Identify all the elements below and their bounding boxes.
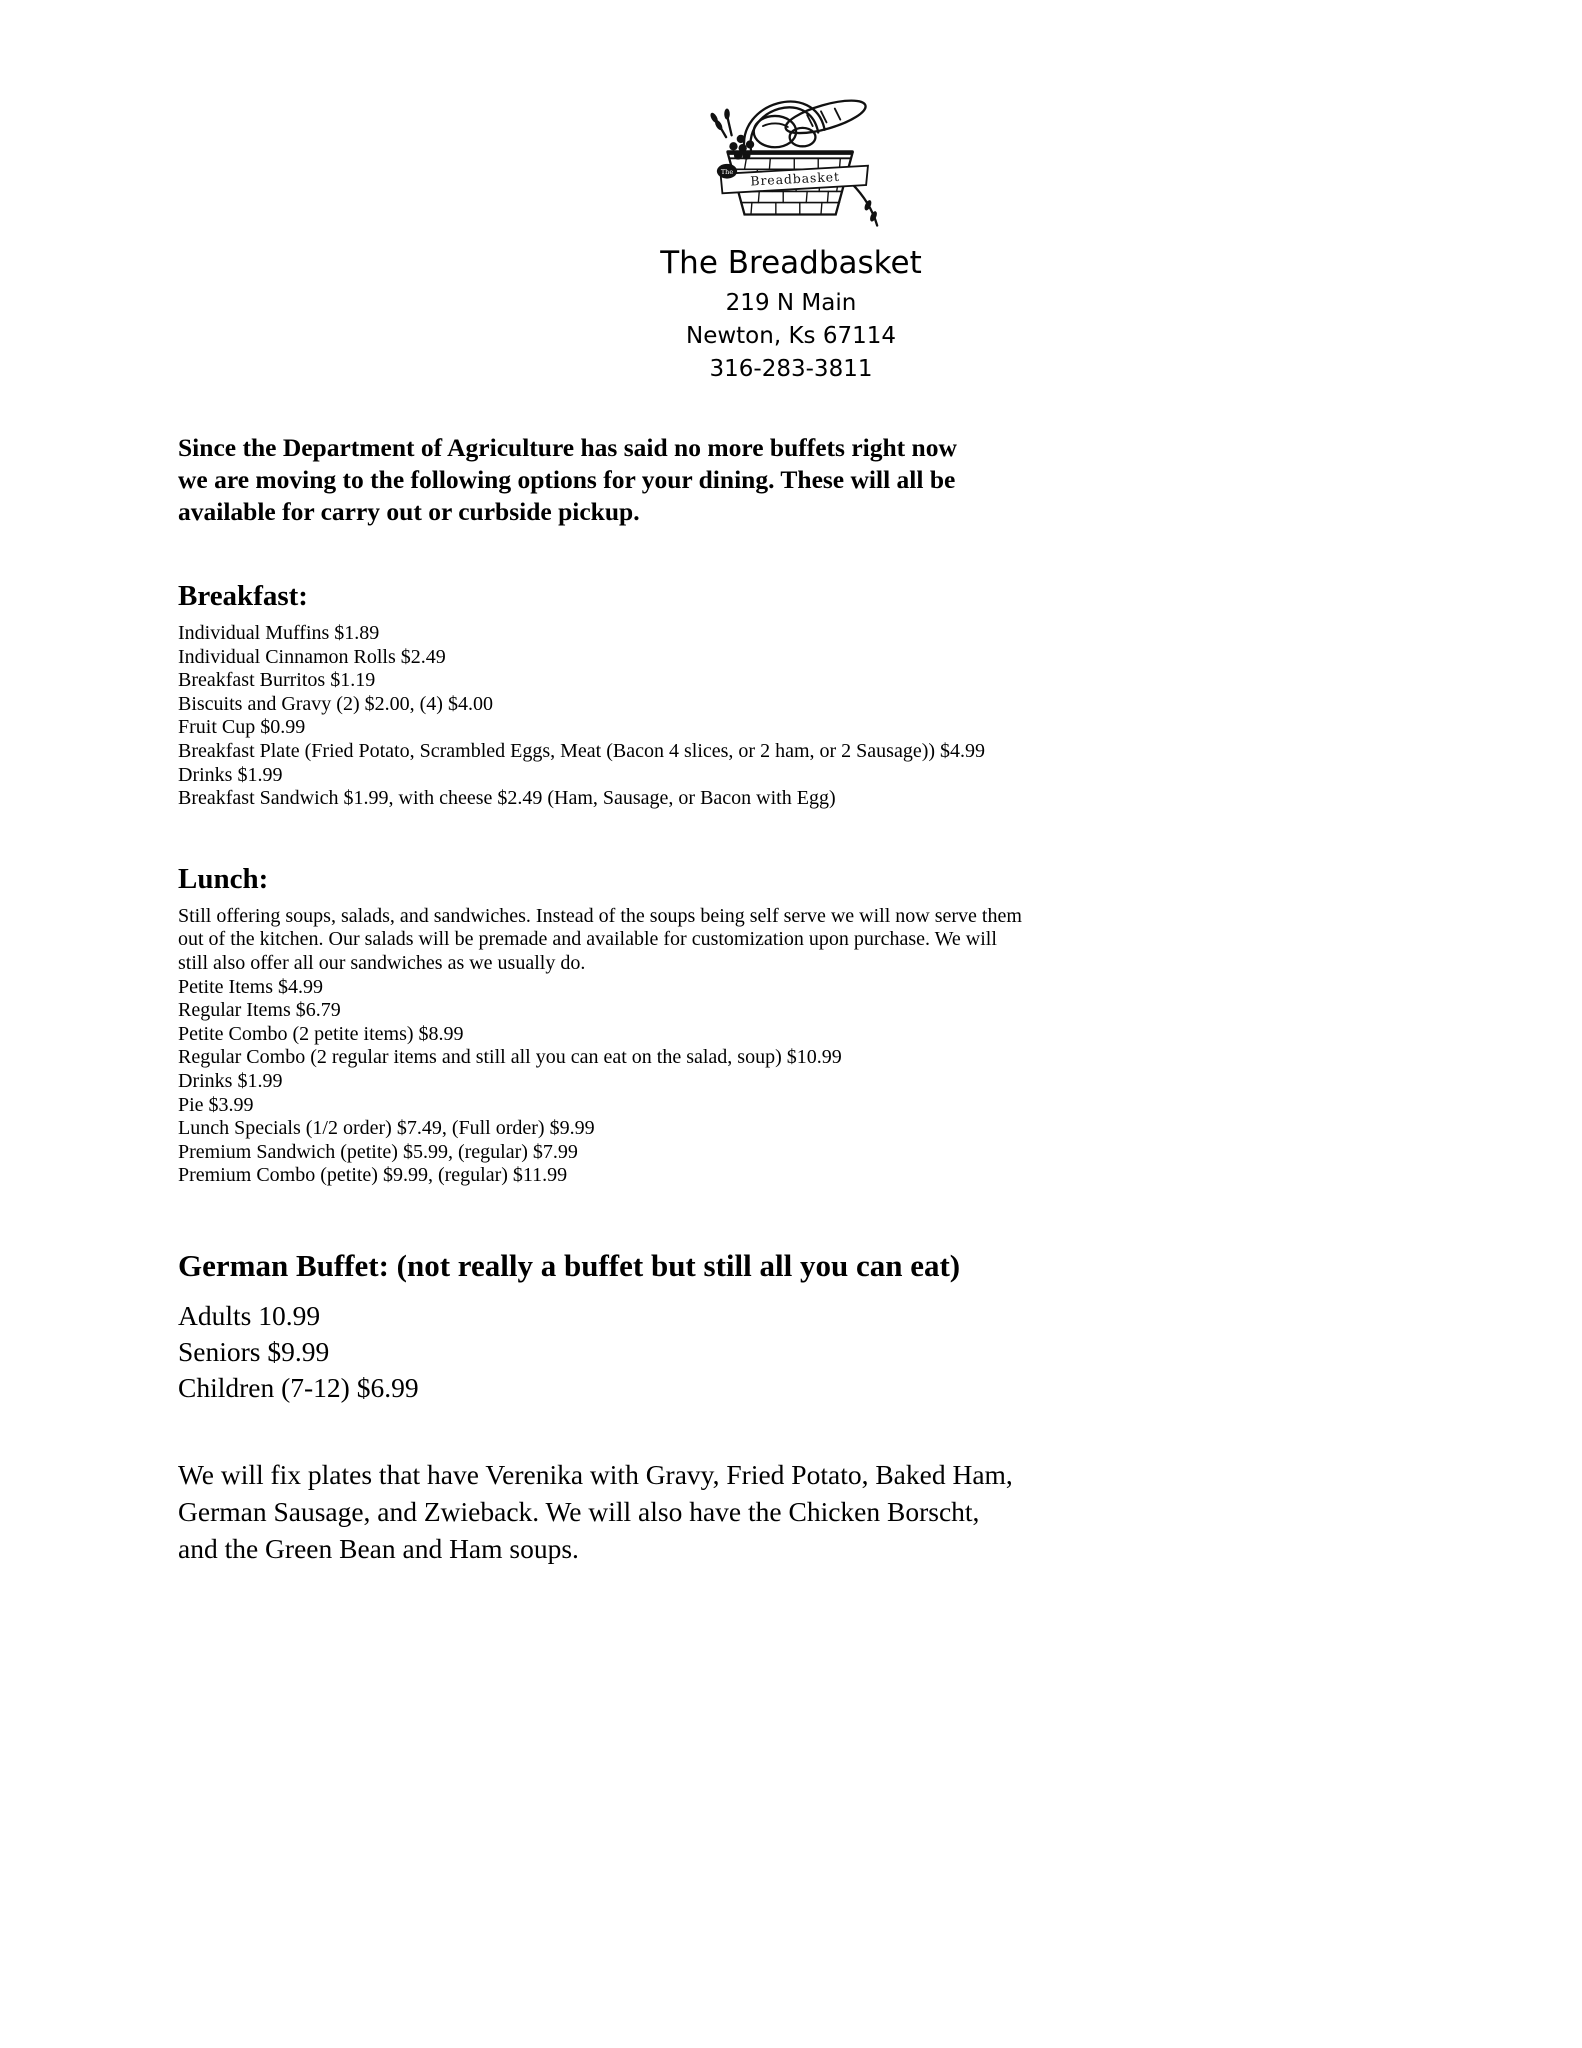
menu-item: Breakfast Burritos $1.19 bbox=[178, 669, 376, 692]
menu-item: Lunch Specials (1/2 order) $7.49, (Full order) $9.99 bbox=[178, 1117, 595, 1140]
logo-the-text: The bbox=[720, 167, 733, 176]
intro-line: Since the Department of Agriculture has said no more buffets right now bbox=[178, 433, 957, 462]
german-buffet-title: German Buffet: (not really a buffet but still all you can eat) bbox=[178, 1247, 961, 1283]
intro-paragraph bbox=[178, 432, 1098, 528]
menu-item: Premium Sandwich (petite) $5.99, (regular) $7.99 bbox=[178, 1140, 578, 1163]
breakfast-title: Breakfast: bbox=[178, 580, 308, 612]
menu-item: Regular Combo (2 regular items and still all you can eat on the salad, soup) $10.99 bbox=[178, 1046, 842, 1069]
lunch-description-line: out of the kitchen. Our salads will be premade and available for customization upon purchase. We will bbox=[178, 928, 997, 951]
address-line-2: Newton, Ks 67114 bbox=[686, 323, 896, 349]
menu-item: Biscuits and Gravy (2) $2.00, (4) $4.00 bbox=[178, 692, 493, 715]
menu-item: Drinks $1.99 bbox=[178, 1069, 283, 1092]
intro-line: we are moving to the following options for your dining. These will all be bbox=[178, 465, 956, 494]
menu-item: Premium Combo (petite) $9.99, (regular) $11.99 bbox=[178, 1164, 568, 1187]
menu-item: Individual Muffins $1.89 bbox=[178, 622, 380, 644]
lunch-title: Lunch: bbox=[178, 862, 269, 895]
menu-item: Pie $3.99 bbox=[178, 1093, 254, 1116]
phone-number: 316-283-3811 bbox=[709, 356, 873, 382]
menu-item: Regular Items $6.79 bbox=[178, 999, 341, 1022]
intro-line: available for carry out or curbside pickup. bbox=[178, 497, 640, 526]
address-block bbox=[0, 287, 1582, 386]
menu-content bbox=[178, 432, 1098, 1567]
bread-basket-icon bbox=[684, 80, 899, 232]
address-line-1: 219 N Main bbox=[725, 290, 857, 316]
menu-item: Breakfast Plate (Fried Potato, Scrambled Eggs, Meat (Bacon 4 slices, or 2 ham, or 2 Sausage)) $4.99 bbox=[178, 739, 986, 762]
menu-item: Breakfast Sandwich $1.99, with cheese $2.49 (Ham, Sausage, or Bacon with Egg) bbox=[178, 787, 836, 810]
logo-ribbon-text: Breadbasket bbox=[749, 168, 840, 189]
closing-line: and the Green Bean and Ham soups. bbox=[178, 1532, 579, 1564]
menu-item: Petite Combo (2 petite items) $8.99 bbox=[178, 1022, 464, 1045]
german-buffet-section bbox=[178, 1248, 1098, 1406]
menu-item: Seniors $9.99 bbox=[178, 1335, 330, 1367]
breakfast-section bbox=[178, 580, 1098, 811]
menu-item: Fruit Cup $0.99 bbox=[178, 716, 306, 739]
menu-item: Adults 10.99 bbox=[178, 1299, 321, 1331]
lunch-description-line: Still offering soups, salads, and sandwiches. Instead of the soups being self serve we will now serve them bbox=[178, 904, 1022, 927]
business-name: The Breadbasket bbox=[660, 245, 922, 281]
closing-line: We will fix plates that have Verenika with Gravy, Fried Potato, Baked Ham, bbox=[178, 1458, 1013, 1490]
lunch-description-line: still also offer all our sandwiches as we usually do. bbox=[178, 951, 586, 974]
menu-item: Individual Cinnamon Rolls $2.49 bbox=[178, 645, 446, 668]
menu-item: Drinks $1.99 bbox=[178, 763, 283, 786]
header bbox=[0, 0, 1582, 386]
menu-item: Children (7-12) $6.99 bbox=[178, 1371, 419, 1403]
closing-paragraph bbox=[178, 1456, 1098, 1567]
lunch-section bbox=[178, 863, 1098, 1188]
menu-item: Petite Items $4.99 bbox=[178, 975, 323, 998]
closing-line: German Sausage, and Zwieback. We will also have the Chicken Borscht, bbox=[178, 1495, 980, 1527]
